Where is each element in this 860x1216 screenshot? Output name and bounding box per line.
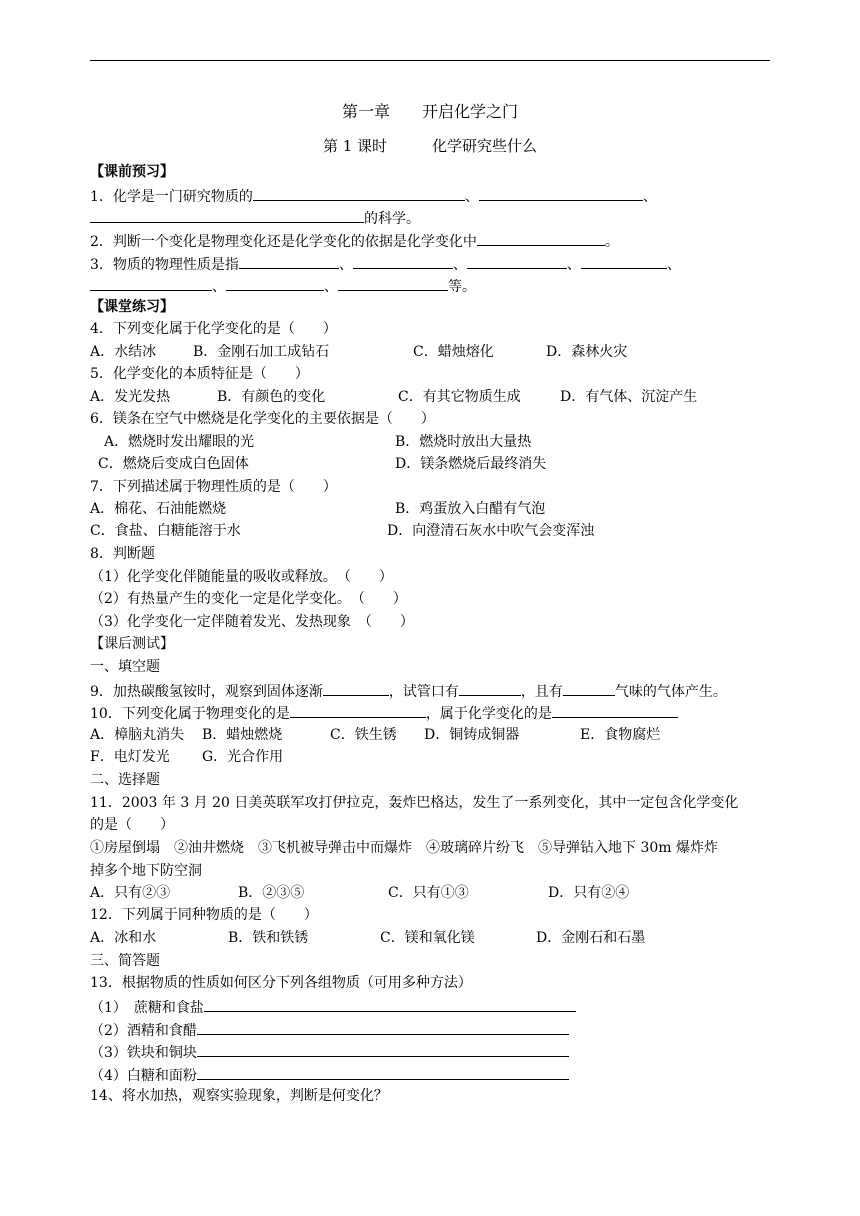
header-rule [90, 60, 770, 61]
question-6-stem: 6．镁条在空气中燃烧是化学变化的主要依据是（ ） [90, 411, 435, 427]
question-13-item-3: （3）铁块和铜块 [90, 1042, 569, 1062]
question-3-cont: 、 、 等。 [90, 276, 476, 296]
question-7-stem: 7．下列描述属于物理性质的是（ ） [90, 479, 337, 495]
question-13-stem: 13．根据物质的性质如何区分下列各组物质（可用多种方法） [90, 975, 472, 991]
question-4-stem: 4．下列变化属于化学变化的是（ ） [90, 321, 337, 337]
question-12-stem: 12．下列属于同种物质的是（ ） [90, 907, 318, 923]
question-11-line-4: 掉多个地下防空洞 [90, 863, 202, 879]
question-13-item-4: （4）白糖和面粉 [90, 1065, 569, 1085]
question-10: 10．下列变化属于物理变化的是 ，属于化学变化的是 [90, 703, 678, 723]
question-8-item-3: （3）化学变化一定伴随着发光、发热现象 （ ） [90, 614, 414, 630]
question-1: 1．化学是一门研究物质的 、 、 [90, 186, 657, 206]
question-5-stem: 5．化学变化的本质特征是（ ） [90, 366, 309, 382]
question-8-item-2: （2）有热量产生的变化一定是化学变化。 （ ） [90, 591, 407, 607]
part-3-heading: 三、简答题 [90, 953, 160, 969]
question-8-item-1: （1）化学变化伴随能量的吸收或释放。 （ ） [90, 569, 393, 585]
question-11-line-1: 11．2003 年 3 月 20 日美英联军攻打伊拉克，轰炸巴格达，发生了一系列变化，其中一定包含化学变化 [90, 795, 739, 811]
lesson-title: 第 1 课时 化学研究些什么 [322, 137, 538, 155]
question-1-cont: 的科学。 [90, 208, 420, 228]
question-11-line-3: ①房屋倒塌 ②油井燃烧 ③飞机被导弹击中而爆炸 ④玻璃碎片纷飞 ⑤导弹钻入地下 30m 爆炸炸 [90, 840, 718, 856]
question-13-item-2: （2）酒精和食醋 [90, 1020, 569, 1040]
question-9: 9．加热碳酸氢铵时，观察到固体逐渐 ，试管口有 ，且有 气味的气体产生。 [90, 681, 727, 701]
question-2: 2．判断一个变化是物理变化还是化学变化的依据是化学变化中 。 [90, 231, 619, 251]
part-1-heading: 一、填空题 [90, 659, 160, 675]
question-14: 14、将水加热，观察实验现象，判断是何变化？ [90, 1088, 388, 1104]
section-preview: 【课前预习】 [90, 164, 174, 180]
question-8-stem: 8．判断题 [90, 546, 155, 562]
section-classroom: 【课堂练习】 [90, 299, 174, 315]
question-11-line-2: 的是（ ） [90, 817, 174, 833]
question-13-item-1: （1） 蔗糖和食盐 [90, 997, 576, 1017]
section-after: 【课后测试】 [90, 636, 174, 652]
part-2-heading: 二、选择题 [90, 772, 160, 788]
chapter-title: 第一章 开启化学之门 [341, 102, 518, 121]
question-3: 3．物质的物理性质是指 、 、 、 、 [90, 254, 681, 274]
